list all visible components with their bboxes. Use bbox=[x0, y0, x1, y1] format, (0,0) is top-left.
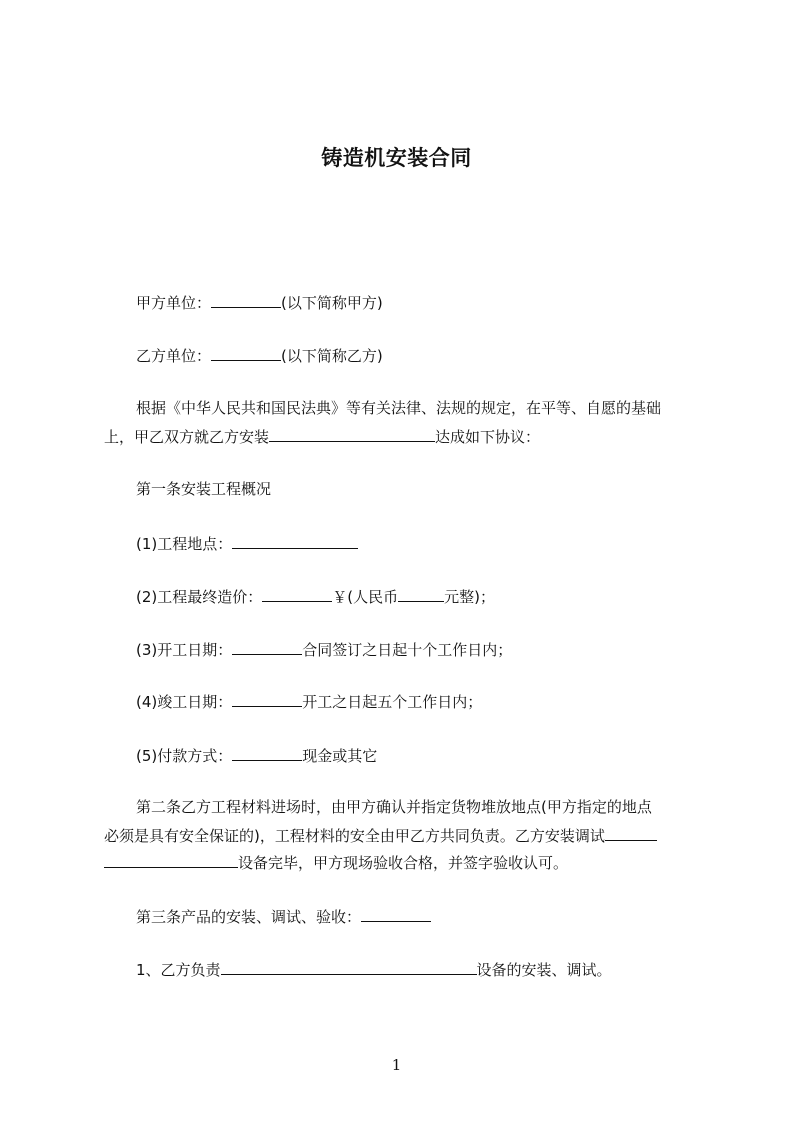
acceptance-blank bbox=[361, 905, 431, 922]
finish-date-blank bbox=[232, 690, 302, 707]
finish-date-label: (4)竣工日期： bbox=[136, 693, 233, 711]
equipment-blank bbox=[221, 958, 477, 975]
start-date-suffix: 合同签订之日起十个工作日内； bbox=[302, 641, 513, 659]
party-b-note: (以下简称乙方) bbox=[281, 347, 383, 365]
start-date-label: (3)开工日期： bbox=[136, 641, 233, 659]
cost-rmb-blank bbox=[398, 585, 444, 602]
party-b-line bbox=[136, 344, 383, 366]
article-3-heading-text: 第三条产品的安装、调试、验收： bbox=[136, 908, 362, 926]
clause-1 bbox=[136, 958, 612, 980]
debug-item-blank-b bbox=[104, 851, 238, 868]
article-2-line-2-text: 必须是具有安全保证的)，工程材料的安全由甲乙方共同负责。乙方安装调试 bbox=[104, 827, 605, 845]
cost-mid: ￥(人民币 bbox=[332, 588, 399, 606]
cost-suffix: 元整)； bbox=[444, 588, 495, 606]
payment-label: (5)付款方式： bbox=[136, 747, 233, 765]
intro-line-2-prefix: 上，甲乙双方就乙方安装 bbox=[104, 428, 270, 446]
party-a-line bbox=[136, 291, 383, 313]
payment-blank bbox=[232, 744, 302, 761]
payment-suffix: 现金或其它 bbox=[302, 747, 378, 765]
site-label: (1)工程地点： bbox=[136, 535, 233, 553]
finish-date-suffix: 开工之日起五个工作日内； bbox=[302, 693, 483, 711]
document-title: 铸造机安装合同 bbox=[321, 146, 472, 170]
cost-blank bbox=[262, 585, 332, 602]
article-3-heading bbox=[136, 905, 431, 927]
party-b-label: 乙方单位： bbox=[136, 347, 212, 365]
article-2-line-1: 第二条乙方工程材料进场时，由甲方确认并指定货物堆放地点(甲方指定的地点 bbox=[136, 798, 652, 816]
party-a-label: 甲方单位： bbox=[136, 294, 212, 312]
site-blank bbox=[232, 532, 358, 549]
article-2-line-2 bbox=[104, 824, 657, 846]
intro-line-2 bbox=[104, 425, 540, 447]
article-2-line-3-text: 设备完毕，甲方现场验收合格，并签字验收认可。 bbox=[238, 854, 569, 872]
start-date-blank bbox=[232, 638, 302, 655]
install-item-blank bbox=[269, 425, 435, 442]
page-number: 1 bbox=[391, 1056, 402, 1074]
article-1-item-2 bbox=[136, 585, 495, 607]
debug-item-blank-a bbox=[605, 824, 657, 841]
intro-line-2-suffix: 达成如下协议： bbox=[435, 428, 541, 446]
article-1-item-1 bbox=[136, 532, 358, 554]
article-1-heading: 第一条安装工程概况 bbox=[136, 480, 272, 498]
cost-label: (2)工程最终造价： bbox=[136, 588, 263, 606]
article-1-item-3 bbox=[136, 638, 512, 660]
party-b-blank bbox=[211, 344, 281, 361]
article-1-item-5 bbox=[136, 744, 377, 766]
party-a-blank bbox=[211, 291, 281, 308]
party-a-note: (以下简称甲方) bbox=[281, 294, 383, 312]
article-1-item-4 bbox=[136, 690, 482, 712]
article-2-line-3 bbox=[104, 851, 568, 873]
intro-line-1: 根据《中华人民共和国民法典》等有关法律、法规的规定，在平等、自愿的基础 bbox=[136, 399, 662, 417]
clause-1-suffix: 设备的安装、调试。 bbox=[476, 961, 612, 979]
clause-1-prefix: 1、乙方负责 bbox=[136, 961, 221, 979]
